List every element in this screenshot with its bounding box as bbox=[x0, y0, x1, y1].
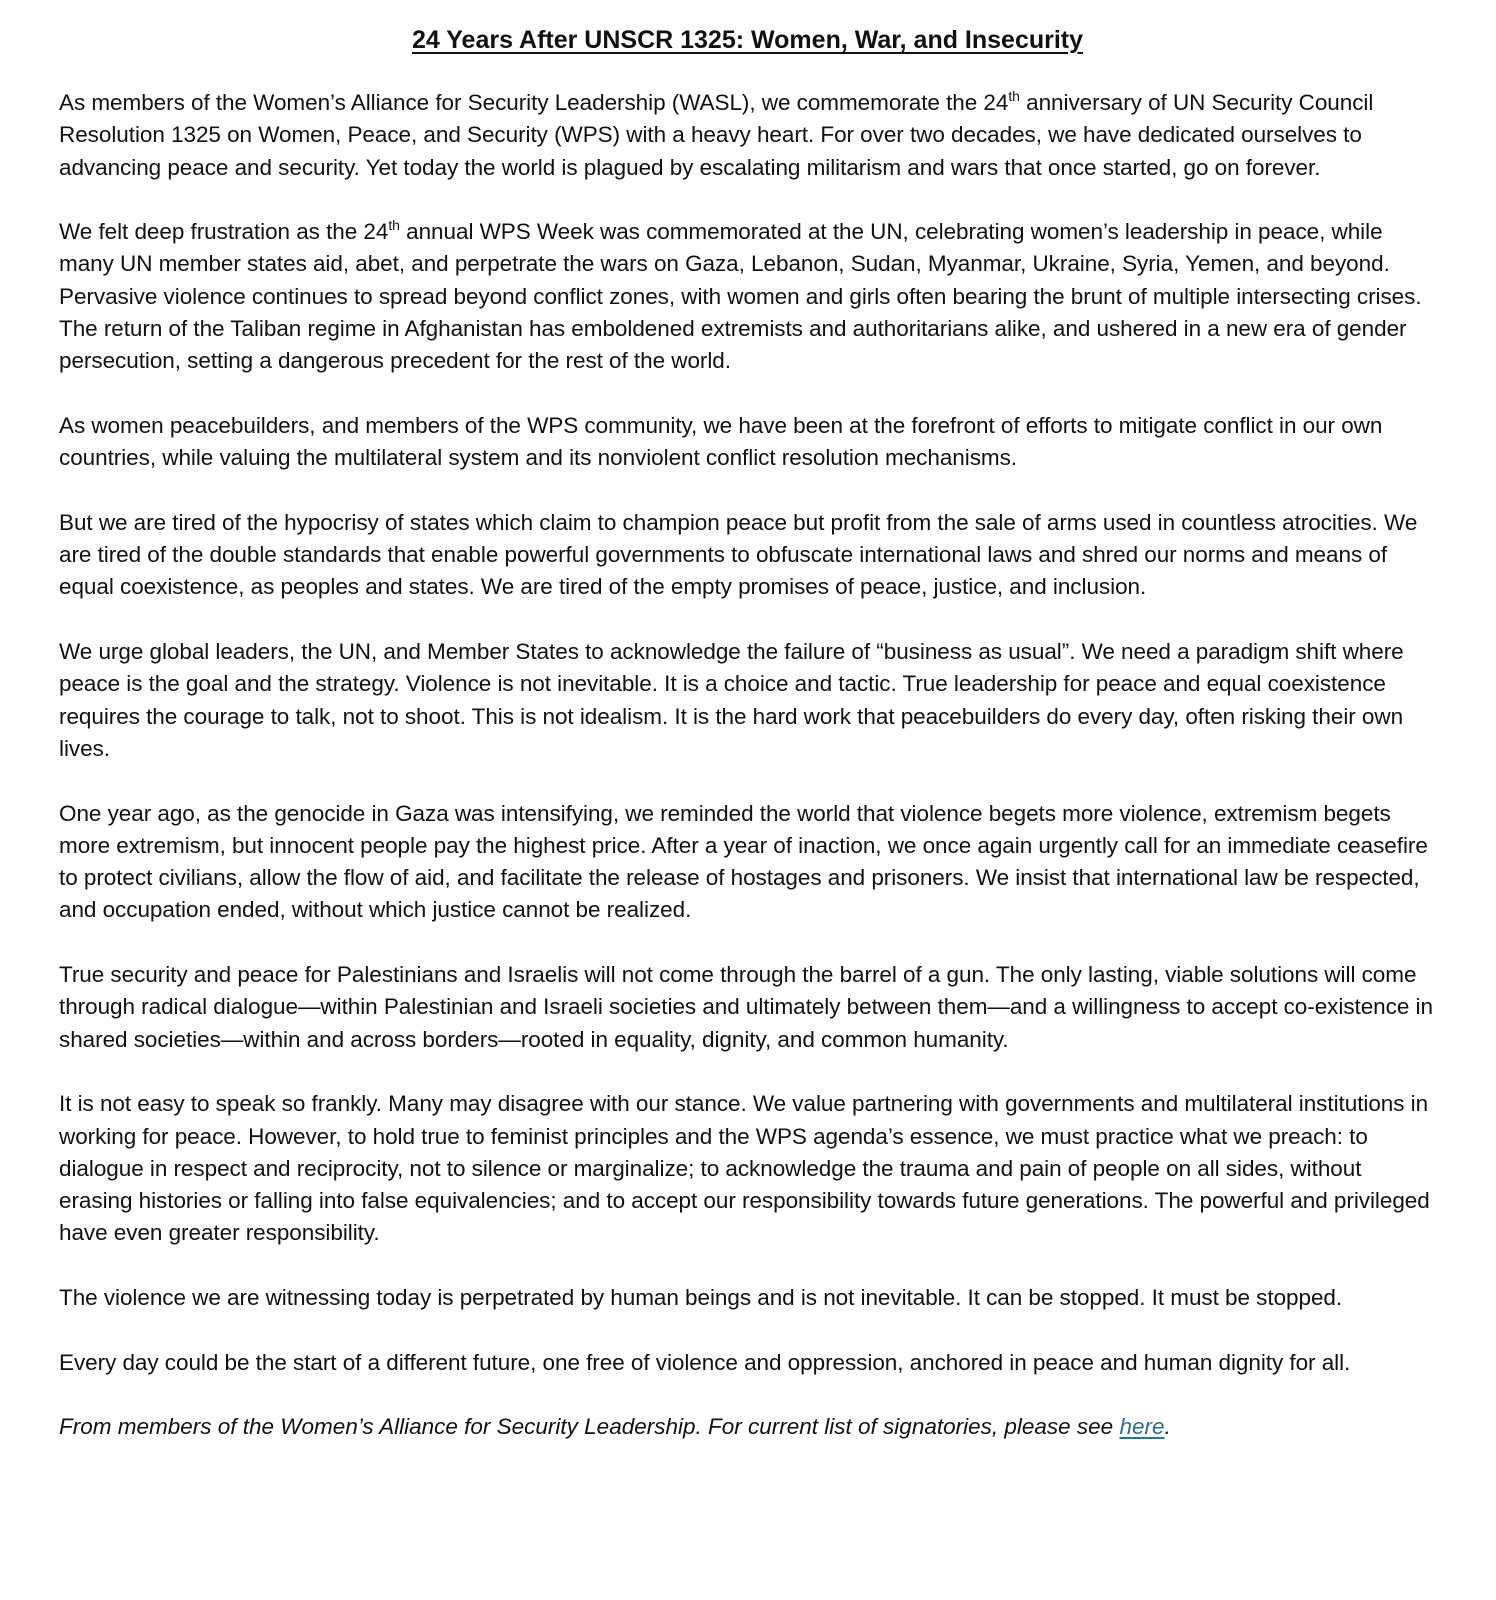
paragraph-1 bbox=[59, 87, 1436, 184]
paragraph-3: As women peacebuilders, and members of the WPS community, we have been at the forefront of efforts to mitigate conflict in our own countries, while valuing the multilateral system and its nonviolent conflict resolution mechanisms. bbox=[59, 412, 1383, 471]
paragraph-4: But we are tired of the hypocrisy of states which claim to champion peace but profit from the sale of arms used in countless atrocities. We are tired of the double standards that enable powerful governments to obfuscate international laws and shred our norms and means of equal coexistence, as peoples and states. We are tired of the empty promises of peace, justice, and inclusion. bbox=[59, 509, 1418, 600]
paragraph-5: We urge global leaders, the UN, and Member States to acknowledge the failure of “business as usual”. We need a paradigm shift where peace is the goal and the strategy. Violence is not inevitable. It is a choice and tactic. True leadership for peace and equal coexistence requires the courage to talk, not to shoot. This is not idealism. It is the hard work that peacebuilders do every day, often risking their own lives. bbox=[59, 639, 1404, 761]
paragraph-2-text-a: We felt deep frustration as the 24 bbox=[59, 219, 389, 245]
document-title: 24 Years After UNSCR 1325: Women, War, and Insecurity bbox=[411, 26, 1084, 54]
paragraph-2-text-b: annual WPS Week was commemorated at the UN, celebrating women’s leadership in peace, while many UN member states aid, abet, and perpetrate the wars on Gaza, Lebanon, Sudan, Myanmar, Ukraine, Syria, Yemen, and beyond. Pervasive violence continues to spread beyond conflict zones, with women and girls often bearing the brunt of multiple intersecting crises. The return of the Taliban regime in Afghanistan has emboldened extremists and authoritarians alike, and ushered in a new era of gender persecution, setting a dangerous precedent for the rest of the world. bbox=[59, 219, 1422, 374]
paragraph-1-text-a: As members of the Women’s Alliance for Security Leadership (WASL), we commemorate the 24 bbox=[59, 90, 1009, 115]
paragraph-6: One year ago, as the genocide in Gaza was intensifying, we reminded the world that violence begets more violence, extremism begets more extremism, but innocent people pay the highest price. After a year of inaction, we once again urgently call for an immediate ceasefire to protect civilians, allow the flow of aid, and facilitate the release of hostages and prisoners. We insist that international law be respected, and occupation ended, without which justice cannot be realized. bbox=[59, 800, 1428, 923]
paragraph-7: True security and peace for Palestinians and Israelis will not come through the barrel of a gun. The only lasting, viable solutions will come through radical dialogue—within Palestinian and Israeli societies and ultimately between them—and a willingness to accept co-existence in shared societies—within and across borders—rooted in equality, dignity, and common humanity. bbox=[59, 962, 1433, 1052]
closing-signature bbox=[59, 1411, 1436, 1443]
paragraph-10: Every day could be the start of a different future, one free of violence and oppression, anchored in peace and human dignity for all. bbox=[59, 1349, 1351, 1375]
closing-text: From members of the Women’s Alliance for Security Leadership. For current list of signatories, please see bbox=[59, 1414, 1120, 1440]
closing-period: . bbox=[1164, 1414, 1171, 1440]
ordinal-superscript: th bbox=[1008, 88, 1020, 104]
paragraph-8: It is not easy to speak so frankly. Many may disagree with our stance. We value partnering with governments and multilateral institutions in working for peace. However, to hold true to feminist principles and the WPS agenda’s essence, we must practice what we preach: to dialogue in respect and reciprocity, not to silence or marginalize; to acknowledge the trauma and pain of people on all sides, without erasing histories or falling into false equivalencies; and to accept our responsibility towards future generations. The powerful and privileged have even greater responsibility. bbox=[59, 1091, 1430, 1246]
signatories-link[interactable]: here bbox=[1119, 1414, 1165, 1440]
paragraph-9: The violence we are witnessing today is perpetrated by human beings and is not inevitable. It can be stopped. It must be stopped. bbox=[59, 1284, 1343, 1310]
paragraph-2 bbox=[59, 216, 1436, 377]
ordinal-superscript: th bbox=[388, 217, 400, 234]
paragraph-1-text-b: anniversary of UN Security Council Resolution 1325 on Women, Peace, and Security (WPS) with a heavy heart. For over two decades, we have dedicated ourselves to advancing peace and security. Yet today the world is plagued by escalating militarism and wars that once started, go on forever. bbox=[59, 90, 1374, 180]
